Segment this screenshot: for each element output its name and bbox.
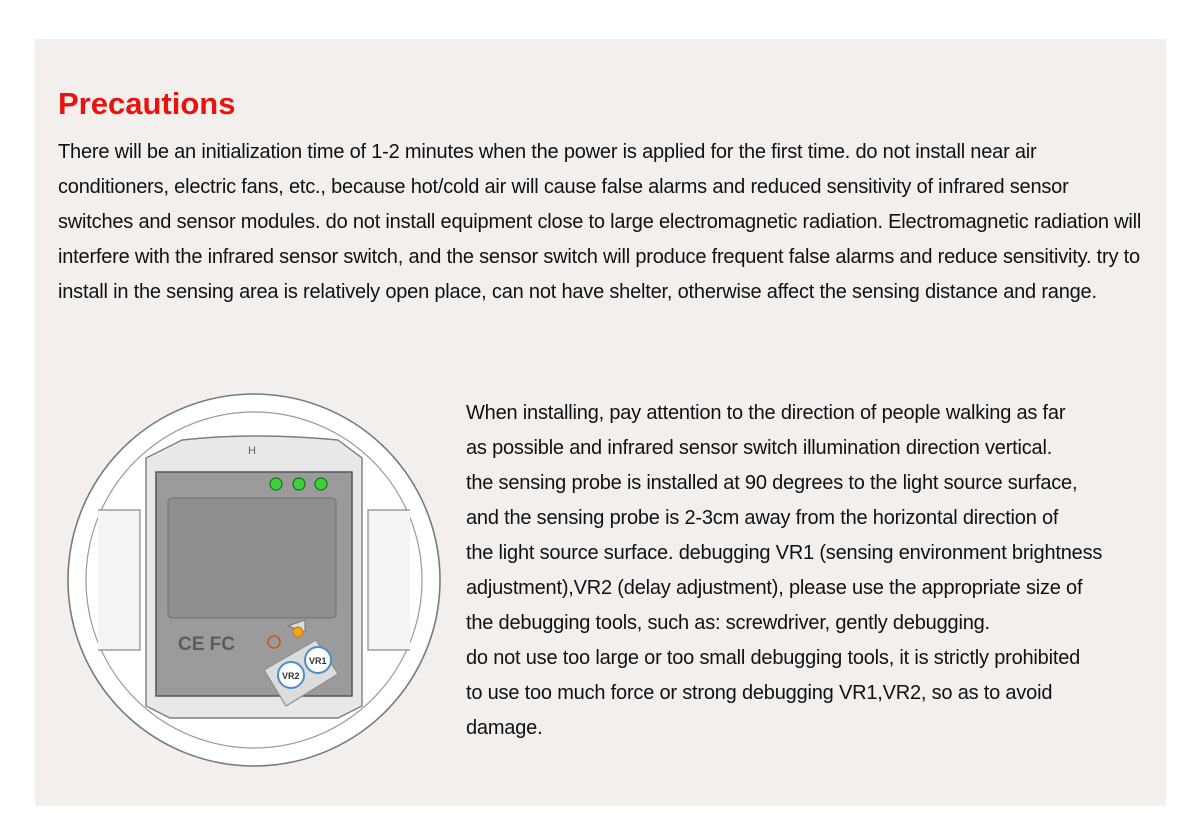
- install-line: damage.: [466, 717, 543, 739]
- indicator-led: [315, 478, 327, 490]
- vr2-label: VR2: [282, 671, 300, 681]
- right-clip: [368, 510, 410, 650]
- install-line: the debugging tools, such as: screwdriver, gently debugging.: [466, 612, 990, 634]
- installation-instructions: [466, 396, 1156, 746]
- indicator-led: [270, 478, 282, 490]
- install-line: adjustment),VR2 (delay adjustment), please use the appropriate size of: [466, 577, 1083, 599]
- vr1-label: VR1: [309, 656, 327, 666]
- sensor-device-illustration: [62, 388, 452, 776]
- install-line: as possible and infrared sensor switch illumination direction vertical.: [466, 437, 1053, 459]
- top-mark-text: H: [248, 445, 256, 457]
- install-line: do not use too large or too small debugging tools, it is strictly prohibited: [466, 647, 1081, 669]
- precautions-body: There will be an initialization time of 1-2 minutes when the power is applied for the first time. do not install near air conditioners, electric fans, etc., because hot/cold air will cause false alarms and reduced sensitivity of infrared sensor switches and sensor modules. do not install equipment close to large electromagnetic radiation. Electromagnetic radiation will interfere with the infrared sensor switch, and the sensor switch will produce frequent false alarms and reduce sensitivity. try to install in the sensing area is relatively open place, can not have shelter, otherwise affect the sensing distance and range.: [58, 141, 1142, 303]
- certification-marks: CE FC: [178, 634, 235, 655]
- install-line: and the sensing probe is 2-3cm away from the horizontal direction of: [466, 507, 1059, 529]
- precautions-title: Precautions: [58, 86, 236, 121]
- install-line: to use too much force or strong debugging VR1,VR2, so as to avoid: [466, 682, 1053, 704]
- install-line: When installing, pay attention to the direction of people walking as far: [466, 402, 1066, 424]
- sun-icon: [293, 627, 303, 637]
- install-line: the sensing probe is installed at 90 degrees to the light source surface,: [466, 472, 1078, 494]
- install-line: the light source surface. debugging VR1 (sensing environment brightness: [466, 542, 1103, 564]
- left-clip: [98, 510, 140, 650]
- indicator-led: [293, 478, 305, 490]
- module-label-area: [168, 498, 336, 618]
